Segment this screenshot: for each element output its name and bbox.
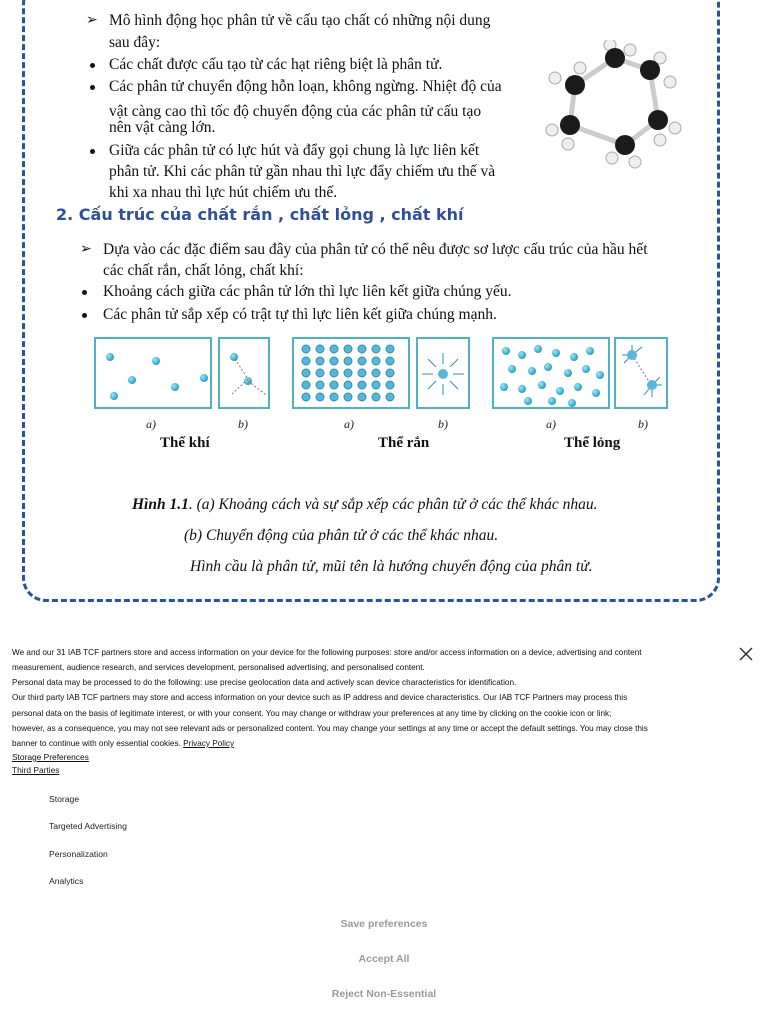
subfigure-label: b) — [638, 417, 648, 431]
liquid-arrangement-panel — [492, 337, 610, 409]
category-storage[interactable]: Storage — [49, 794, 80, 804]
gas-arrangement-panel — [94, 337, 212, 409]
subfigure-label: a) — [344, 417, 354, 431]
subfigure-label: b) — [438, 417, 448, 431]
consent-text: Personal data may be processed to do the following: use precise geolocation data and actively scan device characteristics for identification. — [12, 678, 517, 687]
solid-state-label: Thể rắn — [378, 435, 430, 451]
third-parties-link[interactable]: Third Parties — [12, 765, 60, 775]
bullet-text: Các phân tử sắp xếp có trật tự thì lực liên kết giữa chúng mạnh. — [103, 306, 497, 323]
accept-all-button[interactable]: Accept All — [358, 953, 410, 965]
close-icon[interactable] — [738, 646, 754, 662]
reject-non-essential-button[interactable]: Reject Non-Essential — [331, 988, 437, 1000]
bullet-text: Khoảng cách giữa các phân tử lớn thì lực liên kết giữa chúng yếu. — [103, 283, 512, 300]
consent-text: measurement, audience research, and services development, personalised advertising, and personalised content. — [12, 663, 425, 672]
solid-motion-panel — [416, 337, 470, 409]
bullet-text: nên vật càng lớn. — [109, 119, 216, 136]
bullet-text: vật càng cao thì tốc độ chuyển động của các phân tử cấu tạo — [109, 103, 482, 120]
bullet-dot — [90, 149, 95, 154]
intro2-line: Dựa vào các đặc điểm sau đây của phân tử có thể nêu được sơ lược cấu trúc của hầu hết — [103, 241, 648, 258]
consent-text-last — [12, 736, 234, 752]
figure-caption-line2: (b) Chuyển động của phân tử ở các thể khác nhau. — [184, 527, 499, 544]
consent-text: however, as a consequence, you may not see relevant ads or personalized content. You may change your settings at any time or accept the default settings. You may close this — [12, 724, 648, 733]
consent-text: banner to continue with only essential cookies. — [12, 739, 181, 748]
figure-caption-line1 — [132, 496, 598, 514]
consent-text: personal data on the basis of legitimate interest, or with your consent. You may change or withdraw your preferences at any time by clicking on the cookie icon or link; — [12, 709, 612, 718]
bullet-dot — [82, 290, 87, 295]
solid-arrangement-panel — [292, 337, 410, 409]
category-targeted-advertising[interactable]: Targeted Advertising — [49, 821, 127, 831]
intro2-line: các chất rắn, chất lỏng, chất khí: — [103, 262, 304, 279]
bullet-text: Các phân tử chuyển động hỗn loạn, không ngừng. Nhiệt độ của — [109, 78, 502, 95]
gas-motion-panel — [218, 337, 270, 409]
bullet-text: phân tử. Khi các phân tử gần nhau thì lực đẩy chiếm ưu thế và — [109, 163, 496, 180]
liquid-motion-panel — [614, 337, 668, 409]
figure-caption-label: Hình 1.1 — [132, 496, 189, 513]
arrow-bullet-icon: ➢ — [86, 13, 98, 28]
bullet-text: Các chất được cấu tạo từ các hạt riêng biệt là phân tử. — [109, 56, 443, 73]
figure-caption-text: . (a) Khoảng cách và sự sắp xếp các phân tử ở các thể khác nhau. — [188, 496, 598, 513]
consent-text: We and our 31 IAB TCF partners store and access information on your device for the following purposes: store and/or access information on a device, advertising and content — [12, 648, 642, 657]
figure-caption-line3: Hình cầu là phân tử, mũi tên là hướng chuyển động của phân tử. — [190, 558, 593, 575]
section-heading: 2. Cấu trúc của chất rắn , chất lỏng , chất khí — [56, 205, 464, 224]
solid-grid — [294, 339, 408, 407]
category-analytics[interactable]: Analytics — [49, 876, 84, 886]
bullet-dot — [90, 63, 95, 68]
subfigure-label: b) — [238, 417, 248, 431]
storage-preferences-link[interactable]: Storage Preferences — [12, 752, 89, 762]
save-preferences-button[interactable]: Save preferences — [340, 918, 428, 930]
bullet-dot — [82, 313, 87, 318]
subfigure-label: a) — [146, 417, 156, 431]
gas-state-label: Thể khí — [160, 435, 210, 451]
arrow-bullet-icon: ➢ — [80, 242, 92, 257]
bullet-text: khi xa nhau thì lực hút chiếm ưu thế. — [109, 184, 338, 201]
intro-line: sau đây: — [109, 34, 161, 51]
privacy-policy-link[interactable]: Privacy Policy — [183, 739, 235, 748]
liquid-state-label: Thể lỏng — [564, 435, 621, 451]
category-personalization[interactable]: Personalization — [49, 849, 108, 859]
consent-text: Our third party IAB TCF partners may store and access information on your device such as IP address and device characteristics. Our IAB TCF Partners may process this — [12, 693, 628, 702]
intro-line: Mô hình động học phân tử về cấu tạo chất có những nội dung — [109, 12, 491, 29]
bullet-text: Giữa các phân tử có lực hút và đẩy gọi chung là lực liên kết — [109, 142, 480, 159]
molecule-model-image — [540, 40, 690, 175]
subfigure-label: a) — [546, 417, 556, 431]
bullet-dot — [90, 85, 95, 90]
